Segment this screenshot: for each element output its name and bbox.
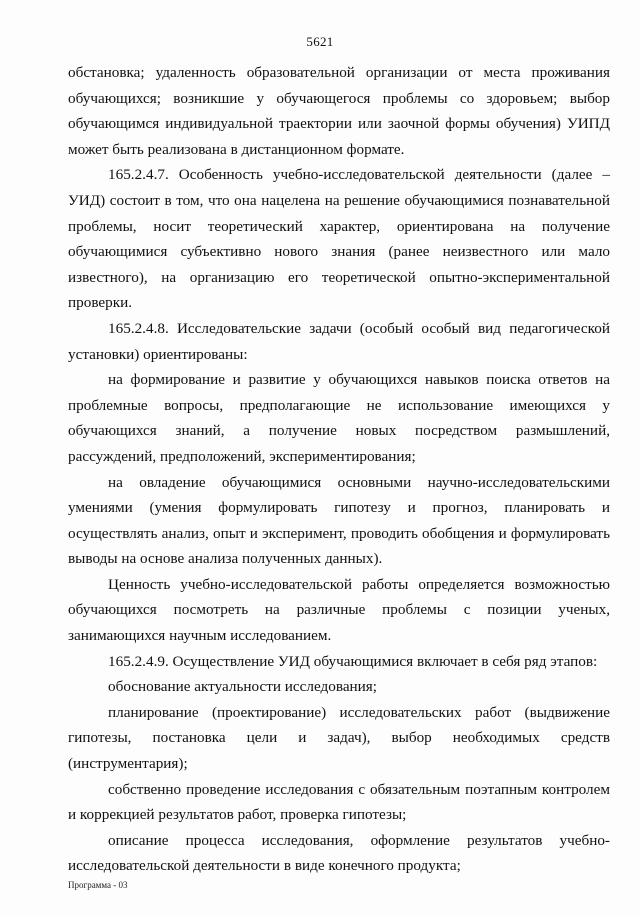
paragraph-value: Ценность учебно-исследовательской работы определяется возможностью обучающихся посмотреть на различные проблемы с позиции ученых, занимающихся научным исследованием. — [68, 575, 610, 645]
paragraph-continuation: обстановка; удаленность образовательной организации от места проживания обучающихся; возникшие у обучающегося проблемы со здоровьем; выбор обучающимся индивидуальной траектории или заочной формы обучения) УИПД может быть реализована в дистанционном формате. — [68, 64, 610, 158]
paragraph-mastering-skills: на овладение обучающимися основными научно-исследовательскими умениями (умения формулировать гипотезу и прогноз, планировать и осуществлять анализ, опыт и эксперимент, проводить обобщения и формулировать выводы на основе анализа полученных данных). — [68, 473, 610, 568]
paragraph-165-2-4-8: 165.2.4.8. Исследовательские задачи (особый особый вид педагогической установки) ориентированы: — [68, 319, 610, 363]
page-number: 5621 — [306, 34, 334, 49]
paragraph-stage-conducting: собственно проведение исследования с обязательным поэтапным контролем и коррекцией результатов работ, проверка гипотезы; — [68, 780, 610, 824]
paragraph-165-2-4-7: 165.2.4.7. Особенность учебно-исследовательской деятельности (далее – УИД) состоит в том, что она нацелена на решение обучающимися познавательной проблемы, носит теоретический характер, ориентирована на получение обучающимися субъективно нового знания (ранее неизвестного или мало известного), на организацию его теоретической опытно-экспериментальной проверки. — [68, 166, 610, 312]
paragraph-stage-description: описание процесса исследования, оформление результатов учебно-исследовательской деятельности в виде конечного продукта; — [68, 831, 610, 875]
footer-program-label: Программа - 03 — [68, 880, 128, 890]
paragraph-formation-skills: на формирование и развитие у обучающихся навыков поиска ответов на проблемные вопросы, предполагающие не использование имеющихся у обучающихся знаний, а получение новых посредством размышлений, рассуждений, предположений, экспериментирования; — [68, 371, 610, 465]
paragraph-stage-justification: обоснование актуальности исследования; — [108, 678, 378, 696]
document-body — [68, 60, 610, 879]
paragraph-stage-planning: планирование (проектирование) исследовательских работ (выдвижение гипотезы, постановка цели и задач), выбор необходимых средств (инструментария); — [68, 703, 610, 773]
paragraph-165-2-4-9: 165.2.4.9. Осуществление УИД обучающимися включает в себя ряд этапов: — [108, 652, 598, 670]
